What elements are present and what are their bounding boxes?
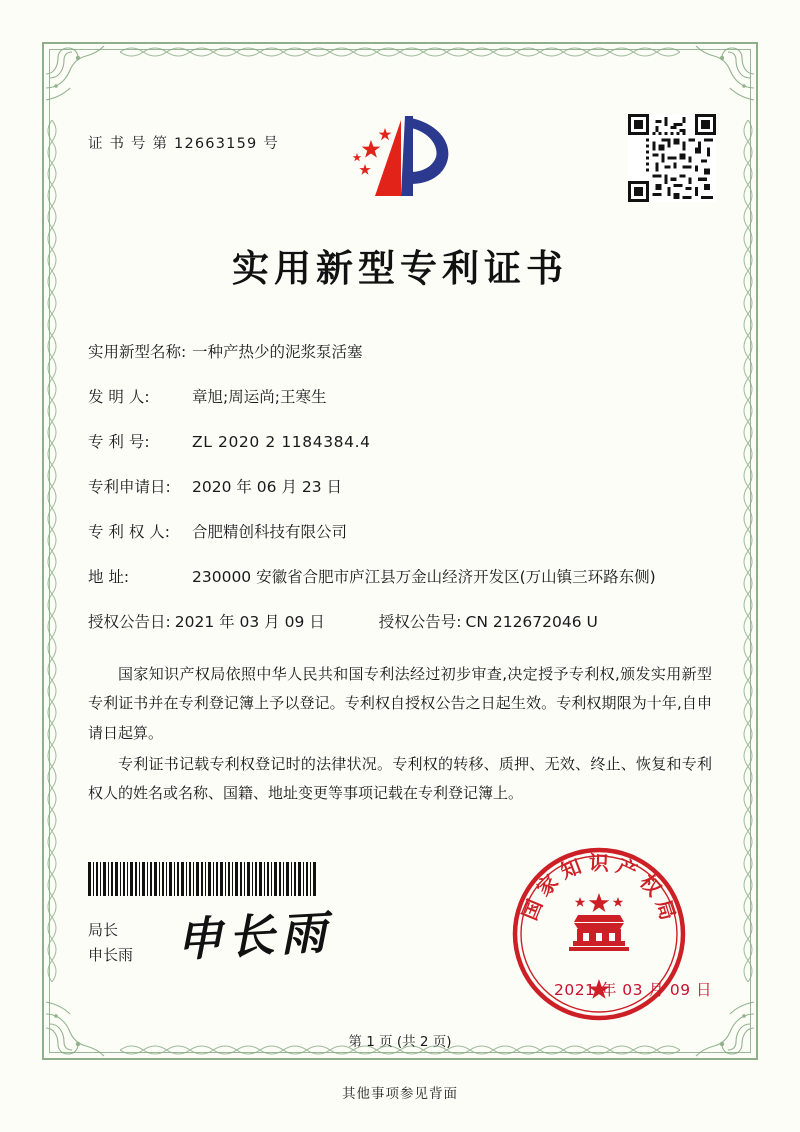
field-utility-model-name [88,340,712,364]
cnipa-logo-icon [335,110,465,210]
seal-date: 2021 年 03 月 09 日 [553,981,712,999]
certificate-content [88,110,712,810]
edge-ornament-icon [120,44,680,60]
legal-paragraph: 国家知识产权局依照中华人民共和国专利法经过初步审查,决定授予专利权,颁发实用新型专利证书并在专利登记簿上予以登记。专利权自授权公告之日起生效。专利权期限为十年,自申请日起算。 [88,665,712,742]
field-grant-row [88,610,712,634]
signature-block [88,918,133,968]
page-title: 实用新型专利证书 [232,247,568,290]
field-label: 专利申请日: [88,478,171,497]
field-address [88,565,712,589]
field-label: 发 明 人: [88,388,150,407]
signature-name: 申长雨 [88,945,134,964]
field-label: 地 址: [88,568,130,587]
field-value: 合肥精创科技有限公司 [192,523,348,542]
page-number: 第 1 页 (共 2 页) [348,1034,452,1050]
corner-ornament-icon [44,44,108,108]
edge-ornament-icon [44,120,60,982]
fields-list [88,340,712,634]
field-value: 一种产热少的泥浆泵活塞 [192,343,363,361]
barcode-icon [88,862,318,896]
certificate-number: 证 书 号 第 12663159 号 [88,136,279,152]
announcement-date-label: 授权公告日: [88,613,171,632]
field-application-date [88,475,712,499]
announcement-date-value: 2021 年 03 月 09 日 [174,613,325,632]
announcement-no-value: CN 212672046 U [465,613,598,632]
field-value: 章旭;周运尚;王寒生 [192,388,327,407]
qr-code-icon [628,114,716,202]
field-inventors [88,385,712,409]
footer-note: 其他事项参见背面 [342,1086,458,1102]
field-patent-number [88,430,712,454]
legal-paragraph: 专利证书记载专利权登记时的法律状况。专利权的转移、质押、无效、终止、恢复和专利权人的姓名或名称、国籍、地址变更等事项记载在专利登记簿上。 [88,754,712,803]
handwritten-signature: 申长雨 [174,904,334,968]
field-value: ZL 2020 2 1184384.4 [192,433,371,452]
field-patentee [88,520,712,544]
field-label: 专 利 权 人: [88,523,171,542]
field-label: 实用新型名称: [88,343,187,361]
field-value: 230000 安徽省合肥市庐江县万金山经济开发区(万山镇三环路东侧) [192,568,656,587]
edge-ornament-icon [740,120,756,982]
announcement-no-label: 授权公告号: [378,613,462,632]
svg-text:国家知识产权局: 国家知识产权局 [517,850,683,929]
corner-ornament-icon [692,44,756,108]
field-label: 专 利 号: [88,433,150,452]
signature-title-label: 局长 [88,921,119,939]
field-value: 2020 年 06 月 23 日 [192,478,343,497]
header-row [88,110,712,220]
legal-text [88,660,712,808]
